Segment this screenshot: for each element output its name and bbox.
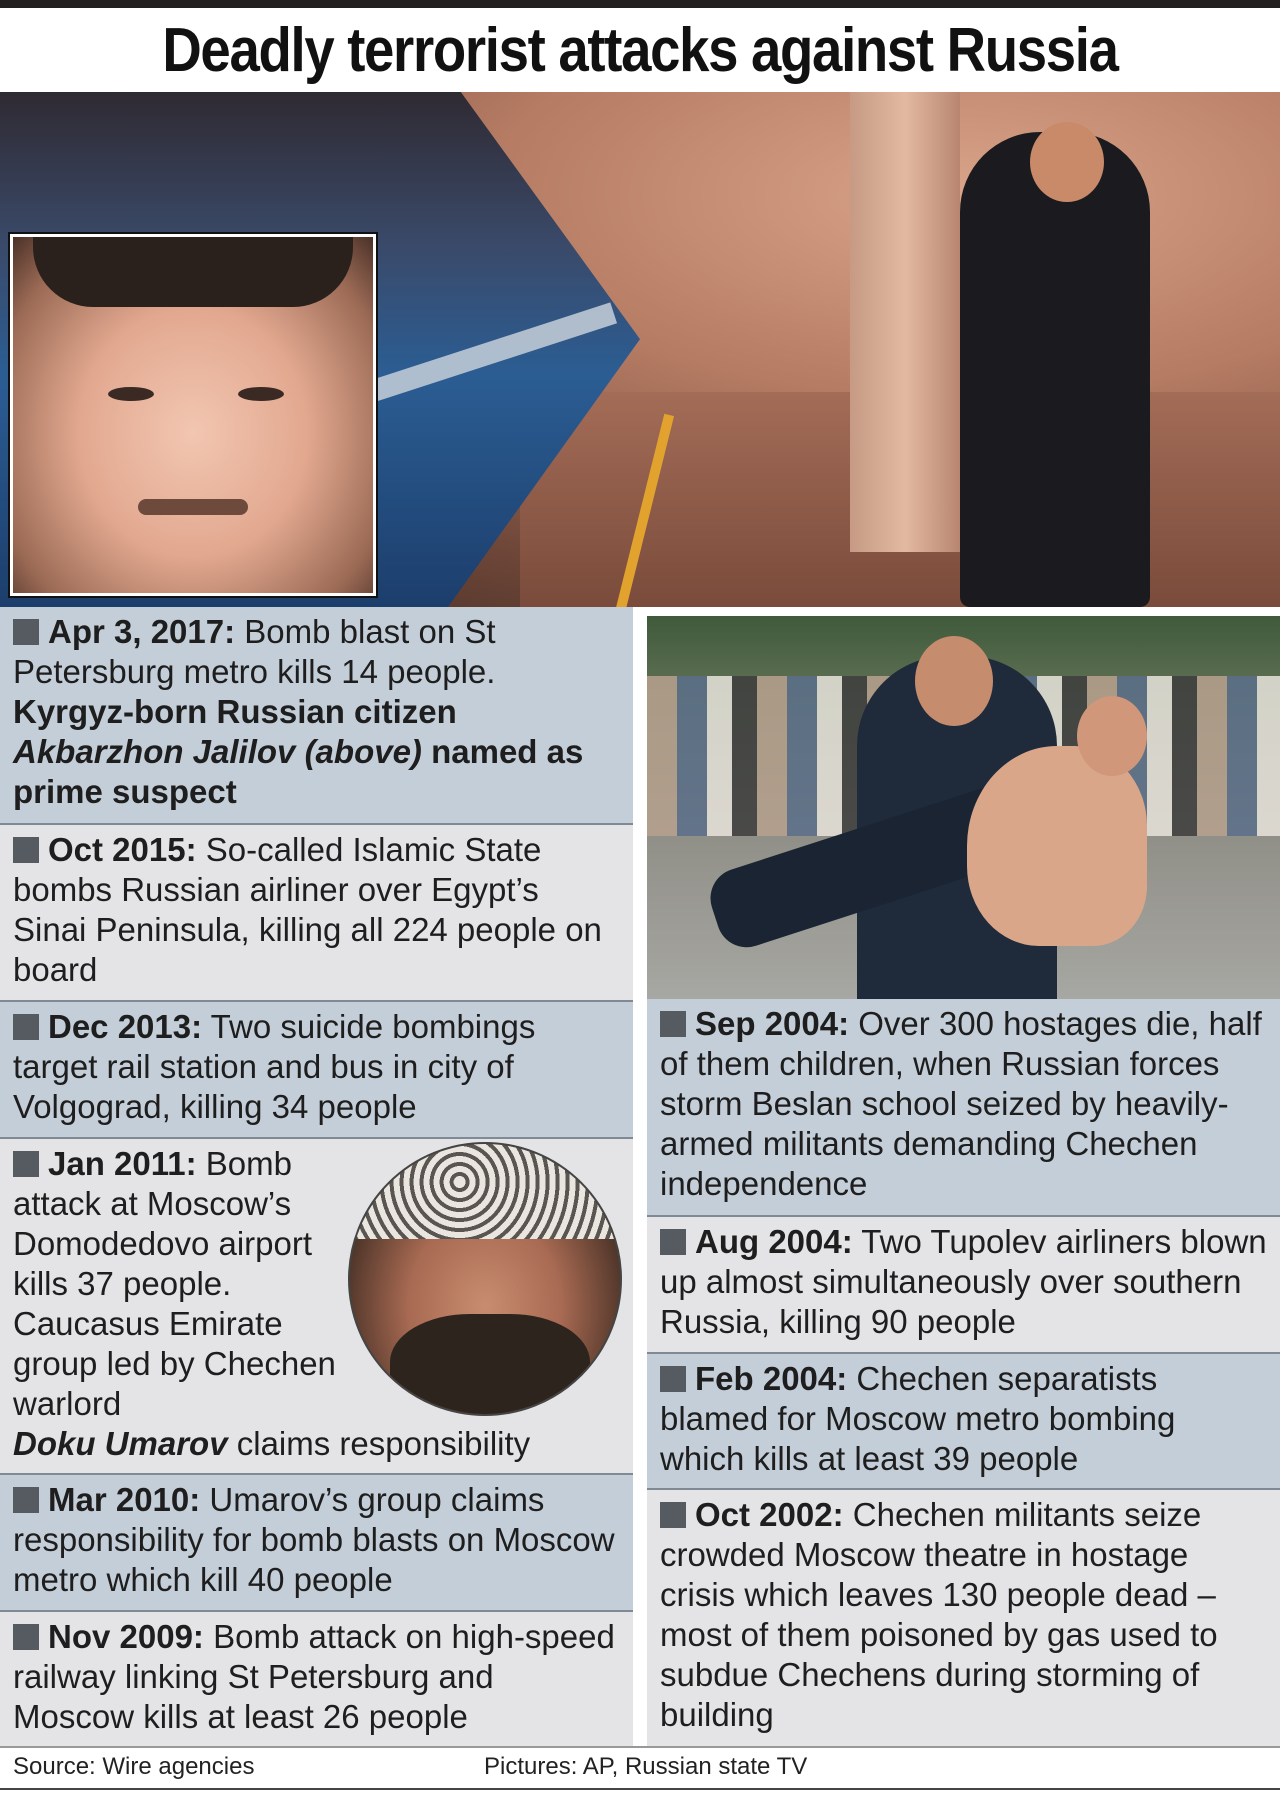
entry-feb-2004 — [647, 1354, 1280, 1488]
entry-bold-tail: named as prime suspect — [13, 733, 584, 810]
beard — [390, 1314, 590, 1416]
portrait-hair — [33, 237, 353, 307]
entry-date: Nov 2009: — [48, 1618, 204, 1655]
bullet-square — [660, 1011, 686, 1037]
umarov-portrait — [348, 1142, 622, 1416]
bullet-square — [660, 1366, 686, 1392]
injured-child — [967, 746, 1147, 946]
bullet-square — [660, 1229, 686, 1255]
bullet-square — [13, 1151, 39, 1177]
entry-date: Apr 3, 2017: — [48, 613, 236, 650]
entry-jan-2011-last-line — [13, 1424, 621, 1464]
entry-date: Aug 2004: — [695, 1223, 853, 1260]
entry-text: So-called Islamic State bombs Russian airliner over Egypt’s Sinai Peninsula, killing all 224 people on board — [13, 831, 602, 988]
entry-text: Two suicide bombings target rail station and bus in city of Volgograd, killing 34 people — [13, 1008, 536, 1125]
beslan-rescue-photo — [647, 616, 1280, 999]
portrait-moustache — [138, 499, 248, 515]
bystander-figure — [960, 132, 1150, 607]
entry-text: Bomb attack at Moscow’s Domodedovo airport kills 37 people. Caucasus Emirate group led by Chechen warlord — [13, 1145, 336, 1422]
metro-pillar — [850, 92, 960, 552]
entry-text: Bomb blast on St Petersburg metro kills 14 people. — [13, 613, 496, 690]
entry-text: Two Tupolev airliners blown up almost simultaneously over southern Russia, killing 90 people — [660, 1223, 1267, 1340]
entry-dec-2013 — [0, 1002, 633, 1137]
entry-text: Chechen militants seize crowded Moscow theatre in hostage crisis which leaves 130 people dead – most of them poisoned by gas used to subdue Chechens during storming of building — [660, 1496, 1218, 1733]
entry-bold-text: Kyrgyz-born Russian citizen — [13, 693, 457, 730]
portrait-right-eye — [238, 387, 284, 401]
suspect-name: Akbarzhon Jalilov (above) — [13, 733, 422, 770]
bullet-square — [13, 619, 39, 645]
entry-oct-2015 — [0, 825, 633, 1000]
bullet-square — [13, 837, 39, 863]
entry-date: Oct 2015: — [48, 831, 197, 868]
injured-child-head — [1077, 696, 1147, 776]
entry-nov-2009 — [0, 1612, 633, 1746]
entry-mar-2010 — [0, 1475, 633, 1610]
entry-tail: claims responsibility — [227, 1425, 531, 1462]
rescuer-head — [915, 636, 993, 726]
suspect-portrait — [10, 234, 376, 596]
bullet-square — [13, 1487, 39, 1513]
warlord-name: Doku Umarov — [13, 1425, 228, 1462]
page-title: Deadly terrorist attacks against Russia — [162, 16, 1118, 85]
entry-date: Oct 2002: — [695, 1496, 844, 1533]
pictures-credit: Pictures: AP, Russian state TV — [484, 1753, 808, 1780]
entry-text: Chechen separatists blamed for Moscow metro bombing which kills at least 39 people — [660, 1360, 1176, 1477]
fur-hat — [350, 1144, 622, 1239]
bullet-square — [13, 1624, 39, 1650]
bottom-rule — [0, 1788, 1280, 1790]
source-credit: Source: Wire agencies — [13, 1753, 255, 1780]
bullet-square — [660, 1502, 686, 1528]
top-rule — [0, 0, 1280, 8]
bullet-square — [13, 1014, 39, 1040]
entry-text: Umarov’s group claims responsibility for bomb blasts on Moscow metro which kill 40 people — [13, 1481, 615, 1598]
bystander-head — [1030, 122, 1104, 202]
entry-text: Bomb attack on high-speed railway linking St Petersburg and Moscow kills at least 26 people — [13, 1618, 615, 1735]
entry-date: Sep 2004: — [695, 1005, 850, 1042]
entry-date: Jan 2011: — [48, 1145, 197, 1182]
entry-jan-2011-text-block — [13, 1144, 338, 1424]
entry-text: Over 300 hostages die, half of them children, when Russian forces storm Beslan school seized by heavily-armed militants demanding Chechen independence — [660, 1005, 1262, 1202]
entry-date: Dec 2013: — [48, 1008, 203, 1045]
entry-sep-2004 — [647, 999, 1280, 1215]
portrait-left-eye — [108, 387, 154, 401]
entry-date: Feb 2004: — [695, 1360, 848, 1397]
entry-date: Mar 2010: — [48, 1481, 201, 1518]
entry-aug-2004 — [647, 1217, 1280, 1352]
entry-apr-2017 — [0, 607, 633, 823]
entry-oct-2002 — [647, 1490, 1280, 1746]
